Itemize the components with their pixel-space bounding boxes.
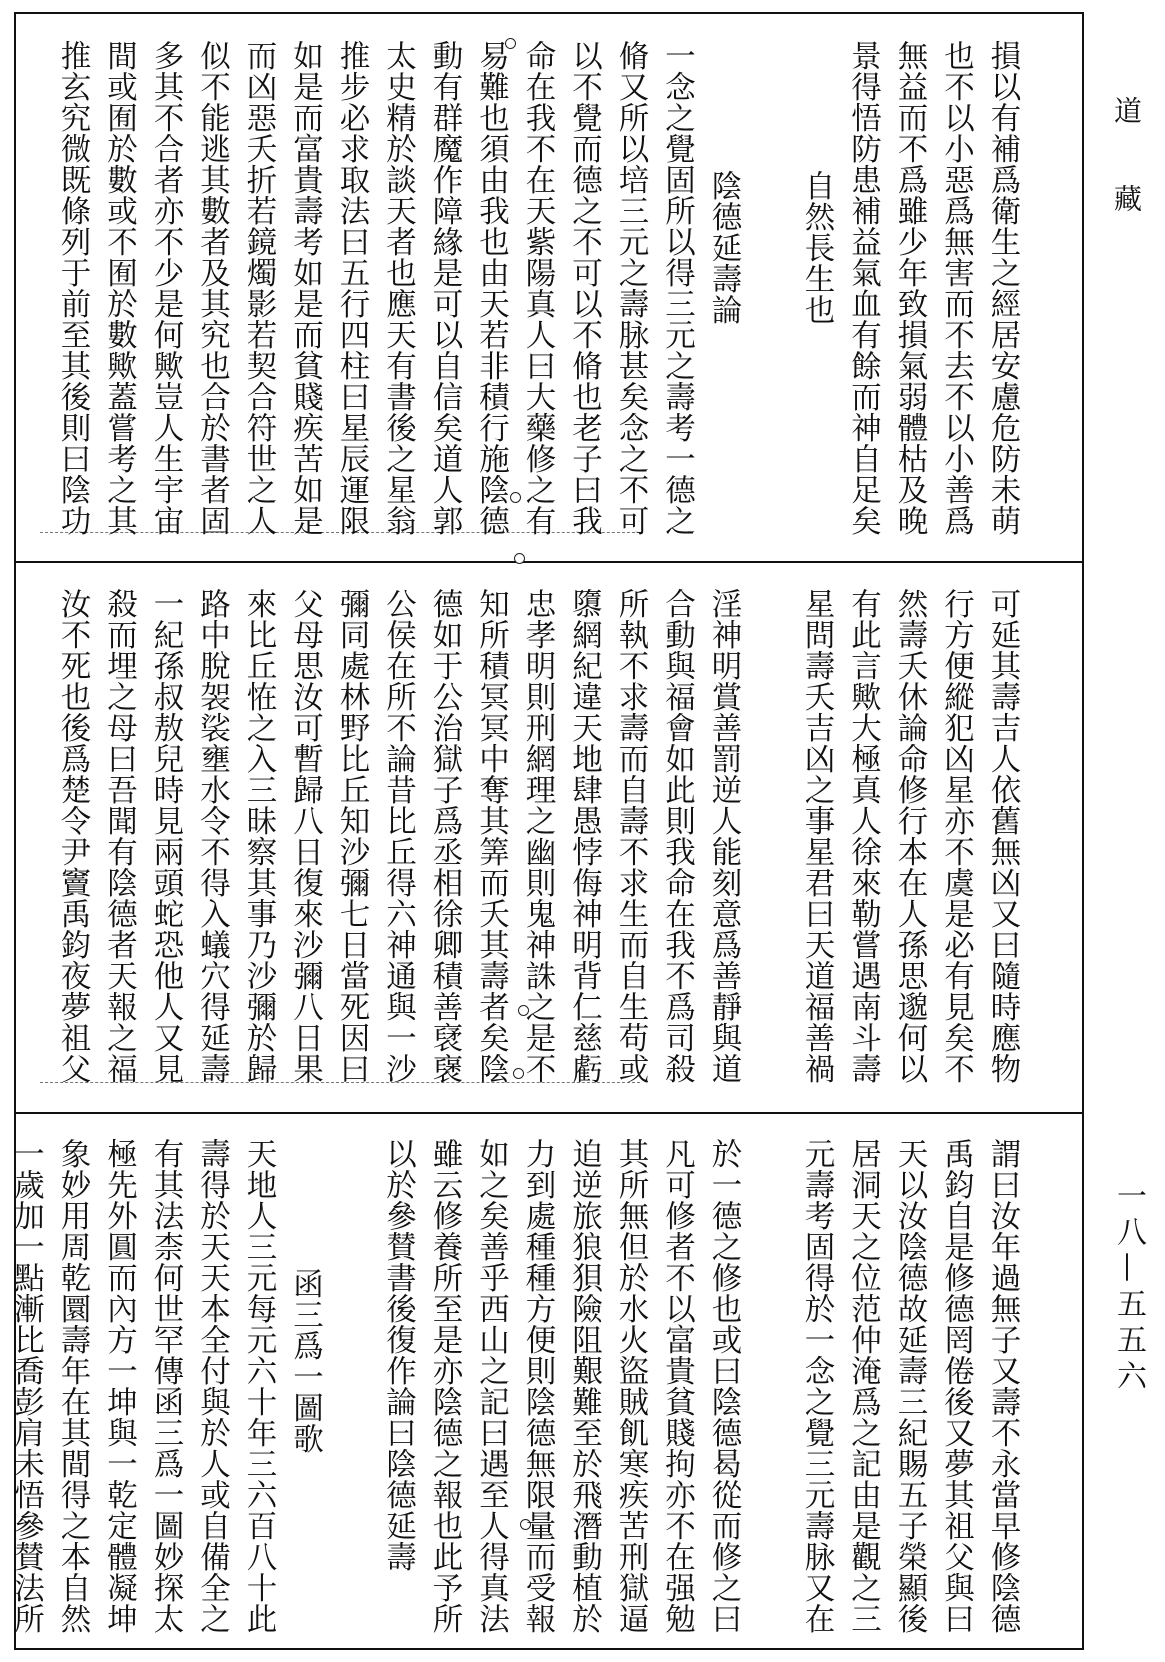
text-column: 一紀孫叔敖兒時見兩頭蛇恐他人又見: [148, 588, 183, 1084]
text-column: 行方便縱犯凶星亦不虞是必有見矣不: [938, 588, 974, 1084]
text-column: 謂曰汝年過無子又壽不永當早修陰德: [985, 1138, 1020, 1634]
text-column: 來比丘恠之入三昧察其事乃沙彌於歸: [241, 588, 276, 1084]
text-column: 自然長生也: [799, 170, 834, 325]
text-column: 推玄究微既條列于前至其後則曰陰功: [55, 40, 90, 536]
text-column: 陰德延壽論: [706, 170, 741, 325]
text-column: 知所積冥冥中奪其筭而夭其壽者矣陰: [473, 588, 509, 1084]
text-column: 如是而富貴壽考如是而貧賤疾苦如是: [287, 40, 323, 536]
text-column: 所執不求壽而自壽不求生而自生苟或: [613, 588, 648, 1084]
text-column: 其所無但於水火盜賊飢寒疾苦刑獄逼: [613, 1138, 648, 1634]
text-column: 一歲加一點漸比喬彭肩未悟參賛法所: [8, 1138, 44, 1634]
text-column: 雖云修養所至是亦陰德之報也此予所: [427, 1138, 462, 1634]
text-column: 無益而不爲雖少年致損氣弱體枯及晚: [892, 40, 927, 536]
text-column: 於一德之修也或曰陰德曷從而修之曰: [706, 1138, 741, 1634]
text-column: 居洞天之位范仲淹爲之記由是觀之三: [845, 1138, 881, 1634]
text-column: 脩又所以培三元之壽脉甚矣念之不可: [613, 40, 648, 536]
text-column: 象妙用周乾圜壽年在其間得之本自然: [55, 1138, 90, 1634]
text-column: 星問壽夭吉凶之事星君曰天道福善禍: [799, 588, 834, 1084]
text-column: 有此言歟大極真人徐來勒嘗遇南斗壽: [845, 588, 881, 1084]
text-column: 合動與福會如此則我命在我不爲司殺: [659, 588, 695, 1084]
text-column: 迫逆旅狼狽險阻艱難至於飛潛動植於: [566, 1138, 602, 1634]
text-column: 多其不合者亦不少是何歟豈人生宇宙: [148, 40, 183, 536]
text-column: 隳網紀違天地肆愚悖侮神明背仁慈虧: [566, 588, 602, 1084]
text-column: 壽得於天天本全付與於人或自備全之: [194, 1138, 230, 1634]
text-column: 也不以小惡爲無害而不去不以小善爲: [938, 40, 974, 536]
text-column: 禹鈞自是修德罔倦後又夢其祖父與曰: [938, 1138, 974, 1634]
text-column: 殺而埋之母曰吾聞有陰德者天報之福: [101, 588, 137, 1084]
text-column: 淫神明賞善罰逆人能刻意爲善靜與道: [706, 588, 741, 1084]
page-number: 一八—五五六: [1111, 1180, 1146, 1396]
collection-title: 道藏: [1110, 96, 1143, 272]
text-column: 父母思汝可暫歸八日復來沙彌八日果: [287, 588, 323, 1084]
text-column: 可延其壽吉人依舊無凶又曰隨時應物: [985, 588, 1020, 1084]
text-column: 動有群魔作障緣是可以自信矣道人郭: [427, 40, 462, 536]
text-column: 極先外圓而內方一坤與一乾定體凝坤: [101, 1138, 137, 1634]
text-column: 凡可修者不以富貴貧賤拘亦不在强勉: [659, 1138, 695, 1634]
text-column: 似不能逃其數者及其究也合於書者固: [194, 40, 230, 536]
text-column: 天以汝陰德故延壽三紀賜五子榮顯後: [892, 1138, 927, 1634]
text-column: 彌同處林野比丘知沙彌七日當死因曰: [334, 588, 369, 1084]
text-column: 然壽夭休論命修行本在人孫思邈何以: [892, 588, 927, 1084]
punch-hole-icon: [514, 553, 525, 564]
panel-divider-2: [14, 1112, 1084, 1114]
text-column: 間或囿於數或不囿於數歟蓋嘗考之其: [101, 40, 137, 536]
text-column: 以不覺而德之不可以不脩也老子曰我: [566, 40, 602, 536]
text-column: 易難也須由我也由天若非積行施陰德: [473, 40, 509, 536]
text-column: 德如于公治獄子爲丞相徐卿積善裦襃: [427, 588, 462, 1084]
text-column: 一念之覺固所以得三元之壽考一德之: [659, 40, 695, 536]
text-column: 以於參賛書後復作論曰陰德延壽: [380, 1138, 416, 1572]
text-column: 命在我不在天紫陽真人曰大藥修之有: [520, 40, 555, 536]
text-column: 有其法柰何世罕傳函三爲一圖妙探太: [148, 1138, 183, 1634]
text-column: 太史精於談天者也應天有書後之星翁: [380, 40, 416, 536]
text-column: 力到處種種方便則陰德無限量而受報: [520, 1138, 555, 1634]
text-column: 損以有補爲衛生之經居安慮危防未萌: [985, 40, 1020, 536]
text-column: 如之矣善乎西山之記曰遇至人得真法: [473, 1138, 509, 1634]
text-column: 路中脫袈裟壅水令不得入蟻穴得延壽: [194, 588, 230, 1084]
panel-divider-1: [14, 561, 1084, 563]
text-column: 公侯在所不論昔比丘得六神通與一沙: [380, 588, 416, 1084]
text-column: 天地人三元每元六十年三六百八十此: [241, 1138, 276, 1634]
text-column: 忠孝明則刑網理之幽則鬼神誅之是不: [520, 588, 555, 1084]
text-column: 元壽考固得於一念之覺三元壽脉又在: [799, 1138, 834, 1634]
text-column: 景得悟防患補益氣血有餘而神自足矣: [845, 40, 881, 536]
text-column: 推步必求取法曰五行四柱曰星辰運限: [334, 40, 369, 536]
text-column: 汝不死也後爲楚令尹竇禹鈞夜夢祖父: [55, 588, 90, 1084]
text-column: 函三爲一圖歌: [287, 1268, 323, 1454]
text-column: 而凶惡夭折若鏡燭影若契合符世之人: [241, 40, 276, 536]
